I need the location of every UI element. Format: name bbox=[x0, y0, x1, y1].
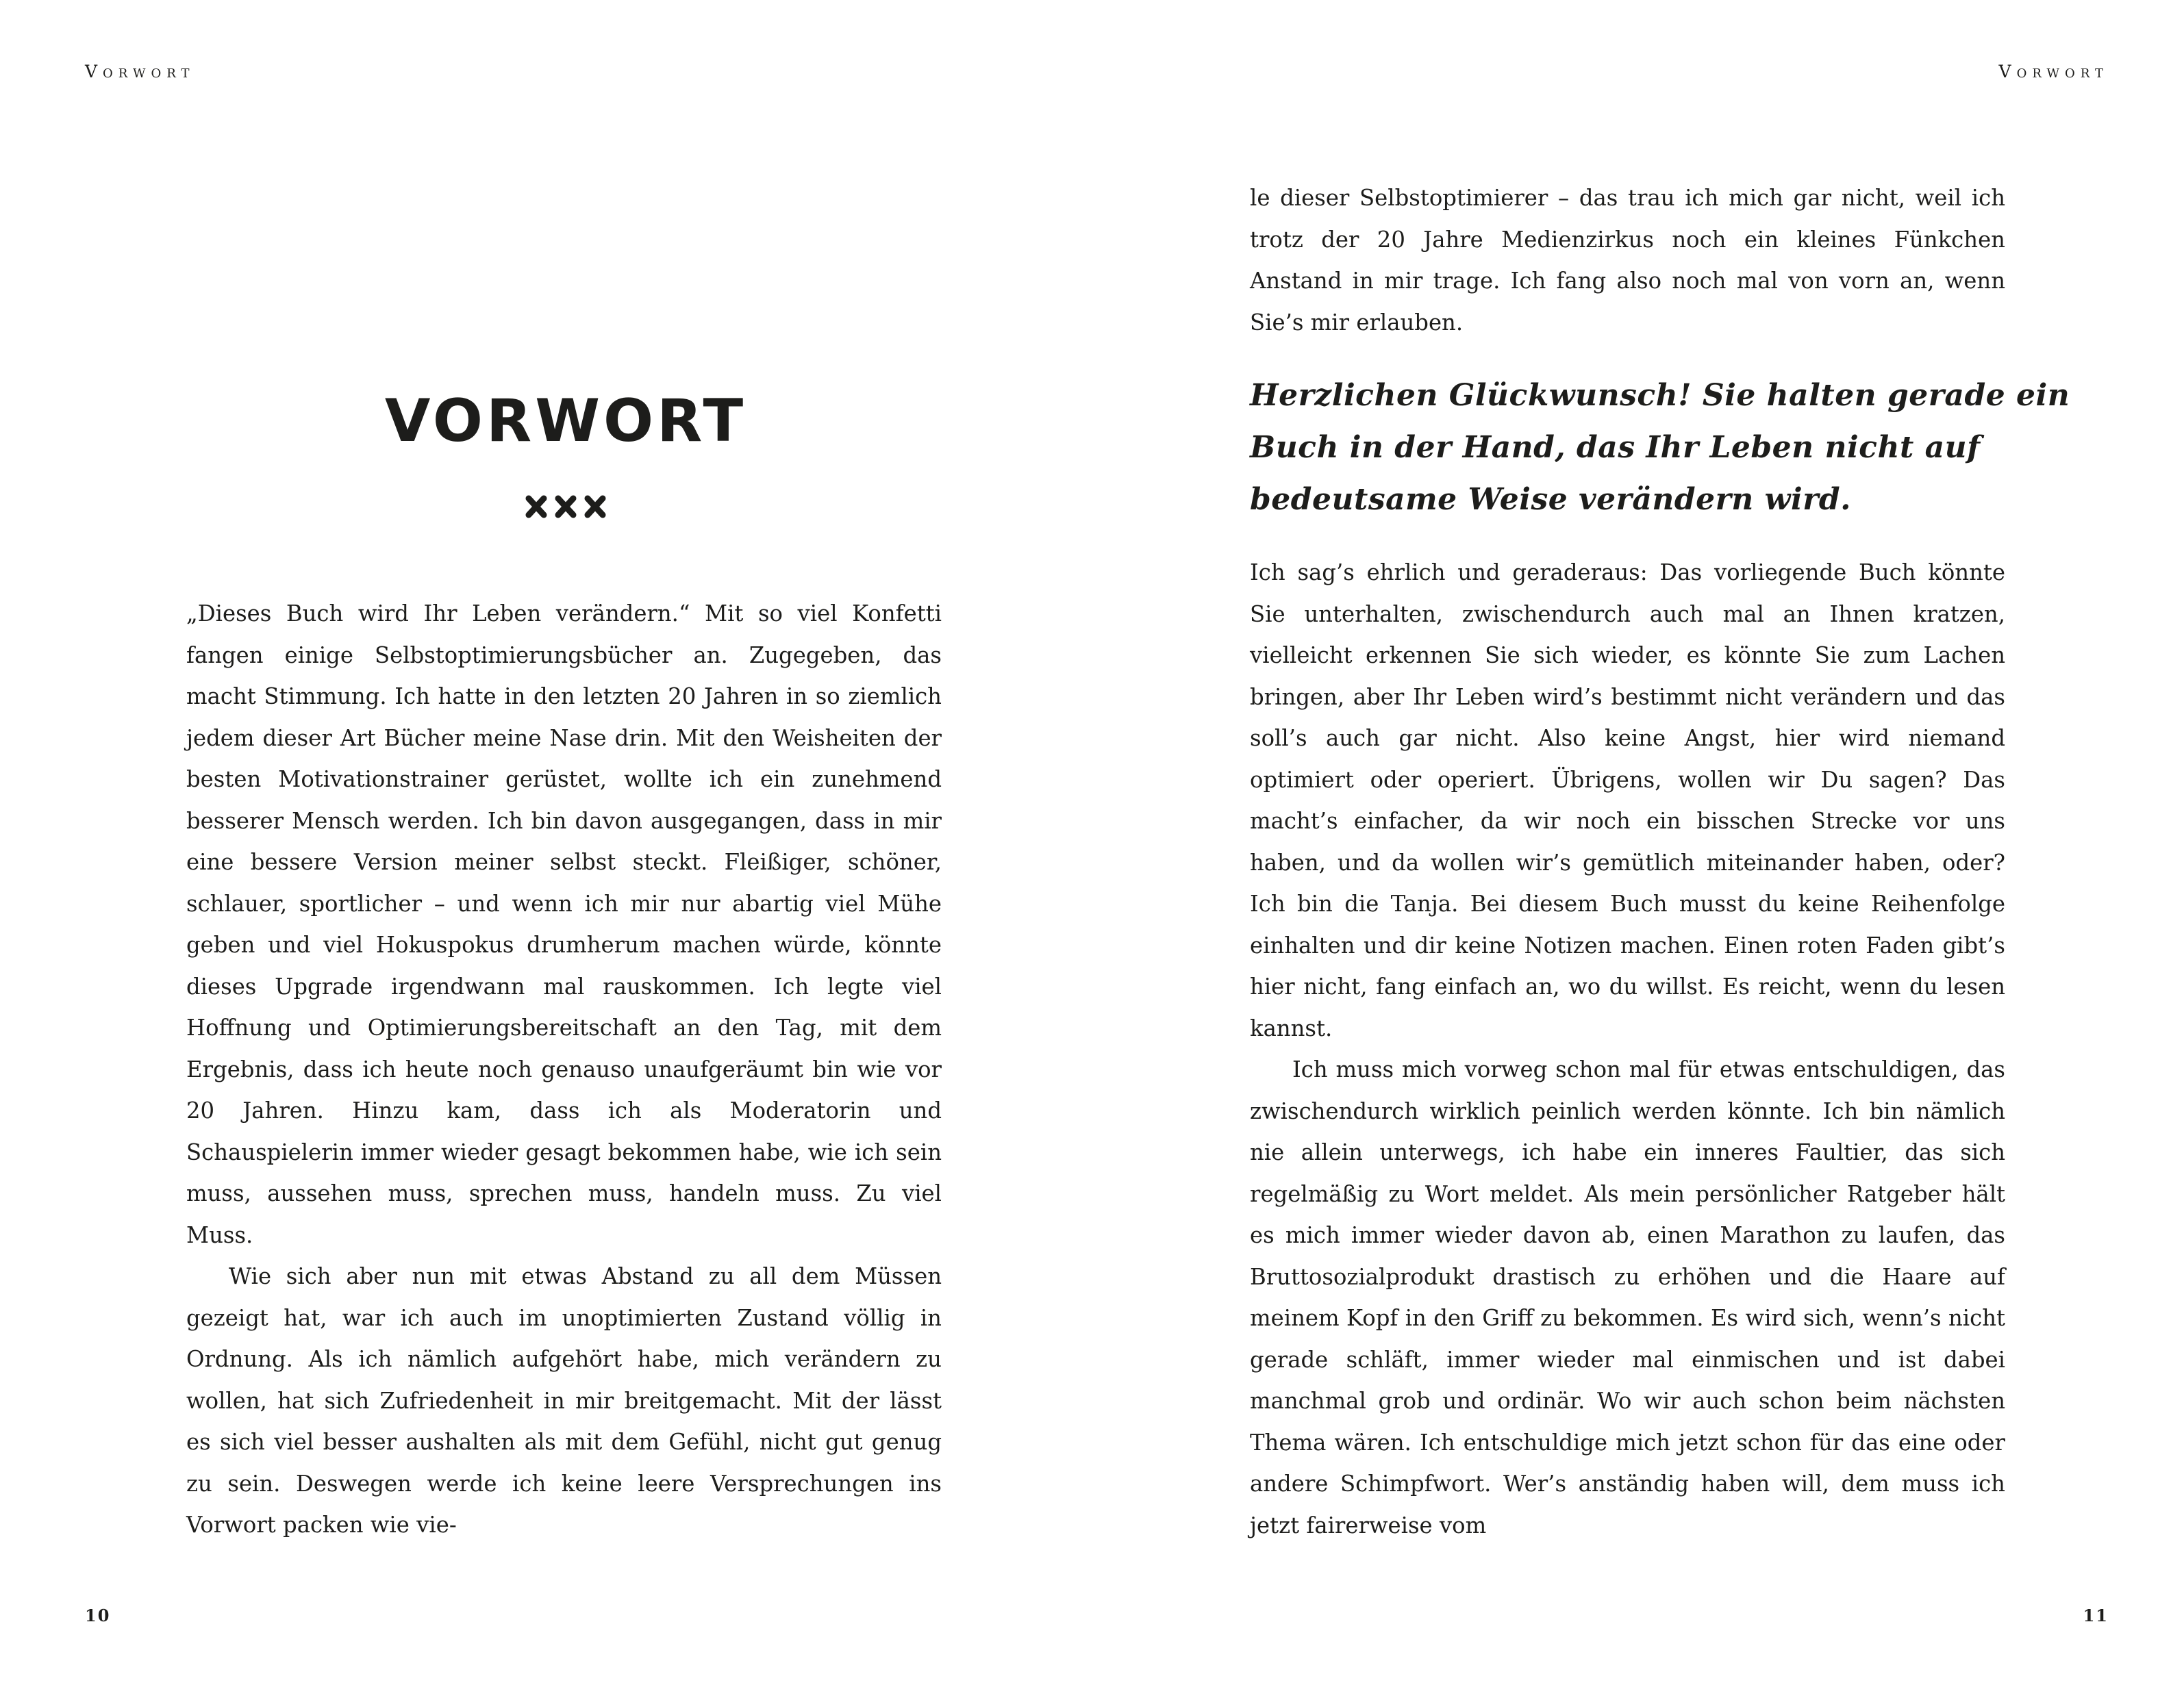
paragraph: Wie sich aber nun mit etwas Abstand zu all dem Müssen gezeigt hat, war ich auch im unoptimierten Zustand völlig in Ordnung. Als ich nämlich aufgehört habe, mich verändern zu wollen, hat sich Zufriedenheit in mir breitgemacht. Mit der lässt es sich viel besser aushalten als mit dem Gefühl, nicht gut genug zu sein. Deswegen werde ich keine leere Versprechungen ins Vorwort packen wie vie- bbox=[186, 1263, 942, 1538]
right-page bbox=[1092, 0, 2184, 1698]
paragraph: „Dieses Buch wird Ihr Leben verändern.“ Mit so viel Konfetti fangen einige Selbstoptimierungsbücher an. Zugegeben, das macht Stimmung. Ich hatte in den letzten 20 Jahren in so ziemlich jedem dieser Art Bücher meine Nase drin. Mit den Weisheiten der besten Motivationstrainer gerüstet, wollte ich ein zunehmend besserer Mensch werden. Ich bin davon ausgegangen, dass in mir eine bessere Version meiner selbst steckt. Fleißiger, schöner, schlauer, sportlicher – und wenn ich mir nur abartig viel Mühe geben und viel Hokuspokus drumherum machen würde, könnte dieses Upgrade irgendwann mal rauskommen. Ich legte viel Hoffnung und Optimierungsbereitschaft an den Tag, mit dem Ergebnis, dass ich heute noch genauso unaufgeräumt bin wie vor 20 Jahren. Hinzu kam, dass ich als Moderatorin und Schauspielerin immer wieder gesagt bekommen habe, wie ich sein muss, aussehen muss, sprechen muss, handeln muss. Zu viel Muss. bbox=[186, 600, 942, 1248]
paragraph: Ich muss mich vorweg schon mal für etwas entschuldigen, das zwischendurch wirklich peinlich werden könnte. Ich bin nämlich nie allein unterwegs, ich habe ein inneres Faultier, das sich regelmäßig zu Wort meldet. Als mein persönlicher Ratgeber hält es mich immer wieder davon ab, einen Marathon zu laufen, das Bruttosozialprodukt drastisch zu erhöhen und die Haare auf meinem Kopf in den Griff zu bekommen. Es wird sich, wenn’s nicht gerade schläft, immer wieder mal einmischen und ist dabei manchmal grob und ordinär. Wo wir auch schon beim nächsten Thema wären. Ich entschuldige mich jetzt schon für das eine oder andere Schimpfwort. Wer’s anständig haben will, dem muss ich jetzt fairerweise vom bbox=[1250, 1056, 2005, 1538]
running-head-left: Vorwort bbox=[85, 62, 195, 81]
page-number-left: 10 bbox=[85, 1606, 111, 1625]
script-heading: Herzlichen Glückwunsch! Sie halten gerade ein Buch in der Hand, das Ihr Leben nicht auf bedeutsame Weise verändern wird. bbox=[1250, 378, 2070, 517]
page-number-right: 11 bbox=[2083, 1606, 2109, 1625]
x-cross-ornament-icon bbox=[522, 492, 610, 522]
chapter-title: VORWORT bbox=[384, 387, 747, 455]
right-continuation-text bbox=[1250, 177, 2005, 343]
paragraph: le dieser Selbstoptimierer – das trau ich mich gar nicht, weil ich trotz der 20 Jahre Medienzirkus noch ein kleines Fünkchen Anstand in mir trage. Ich fang also noch mal von vorn an, wenn Sie’s mir erlauben. bbox=[1250, 185, 2005, 335]
left-body-text bbox=[186, 593, 942, 1546]
running-head-right: Vorwort bbox=[1998, 62, 2109, 81]
right-body-text bbox=[1250, 552, 2005, 1546]
paragraph: Ich sag’s ehrlich und geraderaus: Das vorliegende Buch könnte Sie unterhalten, zwischendurch auch mal an Ihnen kratzen, vielleicht erkennen Sie sich wieder, es könnte Sie zum Lachen bringen, aber Ihr Leben wird’s bestimmt nicht verändern und das soll’s auch gar nicht. Also keine Angst, hier wird niemand optimiert oder operiert. Übrigens, wollen wir Du sagen? Das macht’s einfacher, da wir noch ein bisschen Strecke vor uns haben, und da wollen wir’s gemütlich miteinander haben, oder? Ich bin die Tanja. Bei diesem Buch musst du keine Reihenfolge einhalten und dir keine Notizen machen. Einen roten Faden gibt’s hier nicht, fang einfach an, wo du willst. Es reicht, wenn du lesen kannst. bbox=[1250, 559, 2005, 1041]
